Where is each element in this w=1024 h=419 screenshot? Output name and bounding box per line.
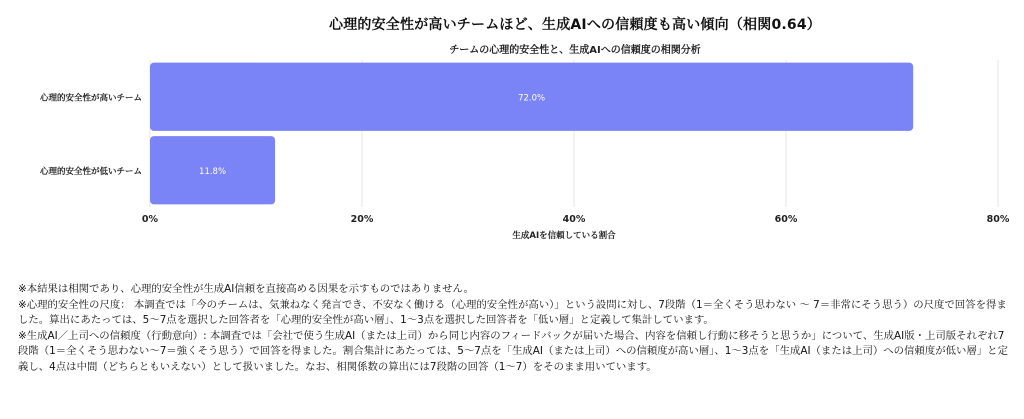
- x-tick-label: 80%: [986, 214, 1010, 225]
- chart-title: 心理的安全性が高いチームほど、生成AIへの信頼度も高い傾向（相関0.64）: [329, 17, 821, 33]
- footnotes: [18, 282, 1010, 376]
- x-tick-label: 0%: [141, 214, 159, 225]
- data-label: 11.8%: [199, 166, 227, 177]
- category-label: 心理的安全性が低いチーム: [39, 166, 142, 177]
- x-tick-label: 60%: [774, 214, 798, 225]
- x-tick-label: 40%: [562, 214, 586, 225]
- chart-subtitle: チームの心理的安全性と、生成AIへの信頼度の相関分析: [449, 45, 701, 56]
- category-label: 心理的安全性が高いチーム: [39, 93, 142, 104]
- data-label: 72.0%: [518, 93, 546, 104]
- x-axis-label: 生成AIを信頼している割合: [512, 231, 616, 241]
- footnote-psych-safety-scale: ※心理的安全性の尺度： 本調査では「今のチームは、気兼ねなく発言でき、不安なく働ける（心理的安全性が高い）」という設問に対し、7段階（1＝全くそう思わない ～ 7＝非常にそう思う）の尺度で回答を得ました。算出にあたっては、5～7点を選択した回答者を「心理的安全性が高い層」、1～3点を選択した回答者を「低い層」と定義して集計しています。: [18, 298, 1007, 327]
- x-tick-label: 20%: [350, 214, 374, 225]
- footnote-trust-scale: ※生成AI／上司への信頼度（行動意向）: 本調査では「会社で使う生成AI（または上司）から同じ内容のフィードバックが届いた場合、内容を信頼し行動に移そうと思うか」について、生成AI版・上司版それぞれ7段階（1＝全くそう思わない～7＝強くそう思う）で回答を得ました。割合集計にあたっては、5～7点を「生成AI（または上司）への信頼度が高い層」、1～3点を「生成AI（または上司）への信頼度が低い層」と定義し、4点は中間（どちらともいえない）として扱いました。なお、相関係数の算出には7段階の回答（1～7）をそのまま用いています。: [18, 329, 1008, 373]
- footnote-causation: ※本結果は相関であり、心理的安全性が生成AI信頼を直接高める因果を示すものではありません。: [18, 283, 474, 295]
